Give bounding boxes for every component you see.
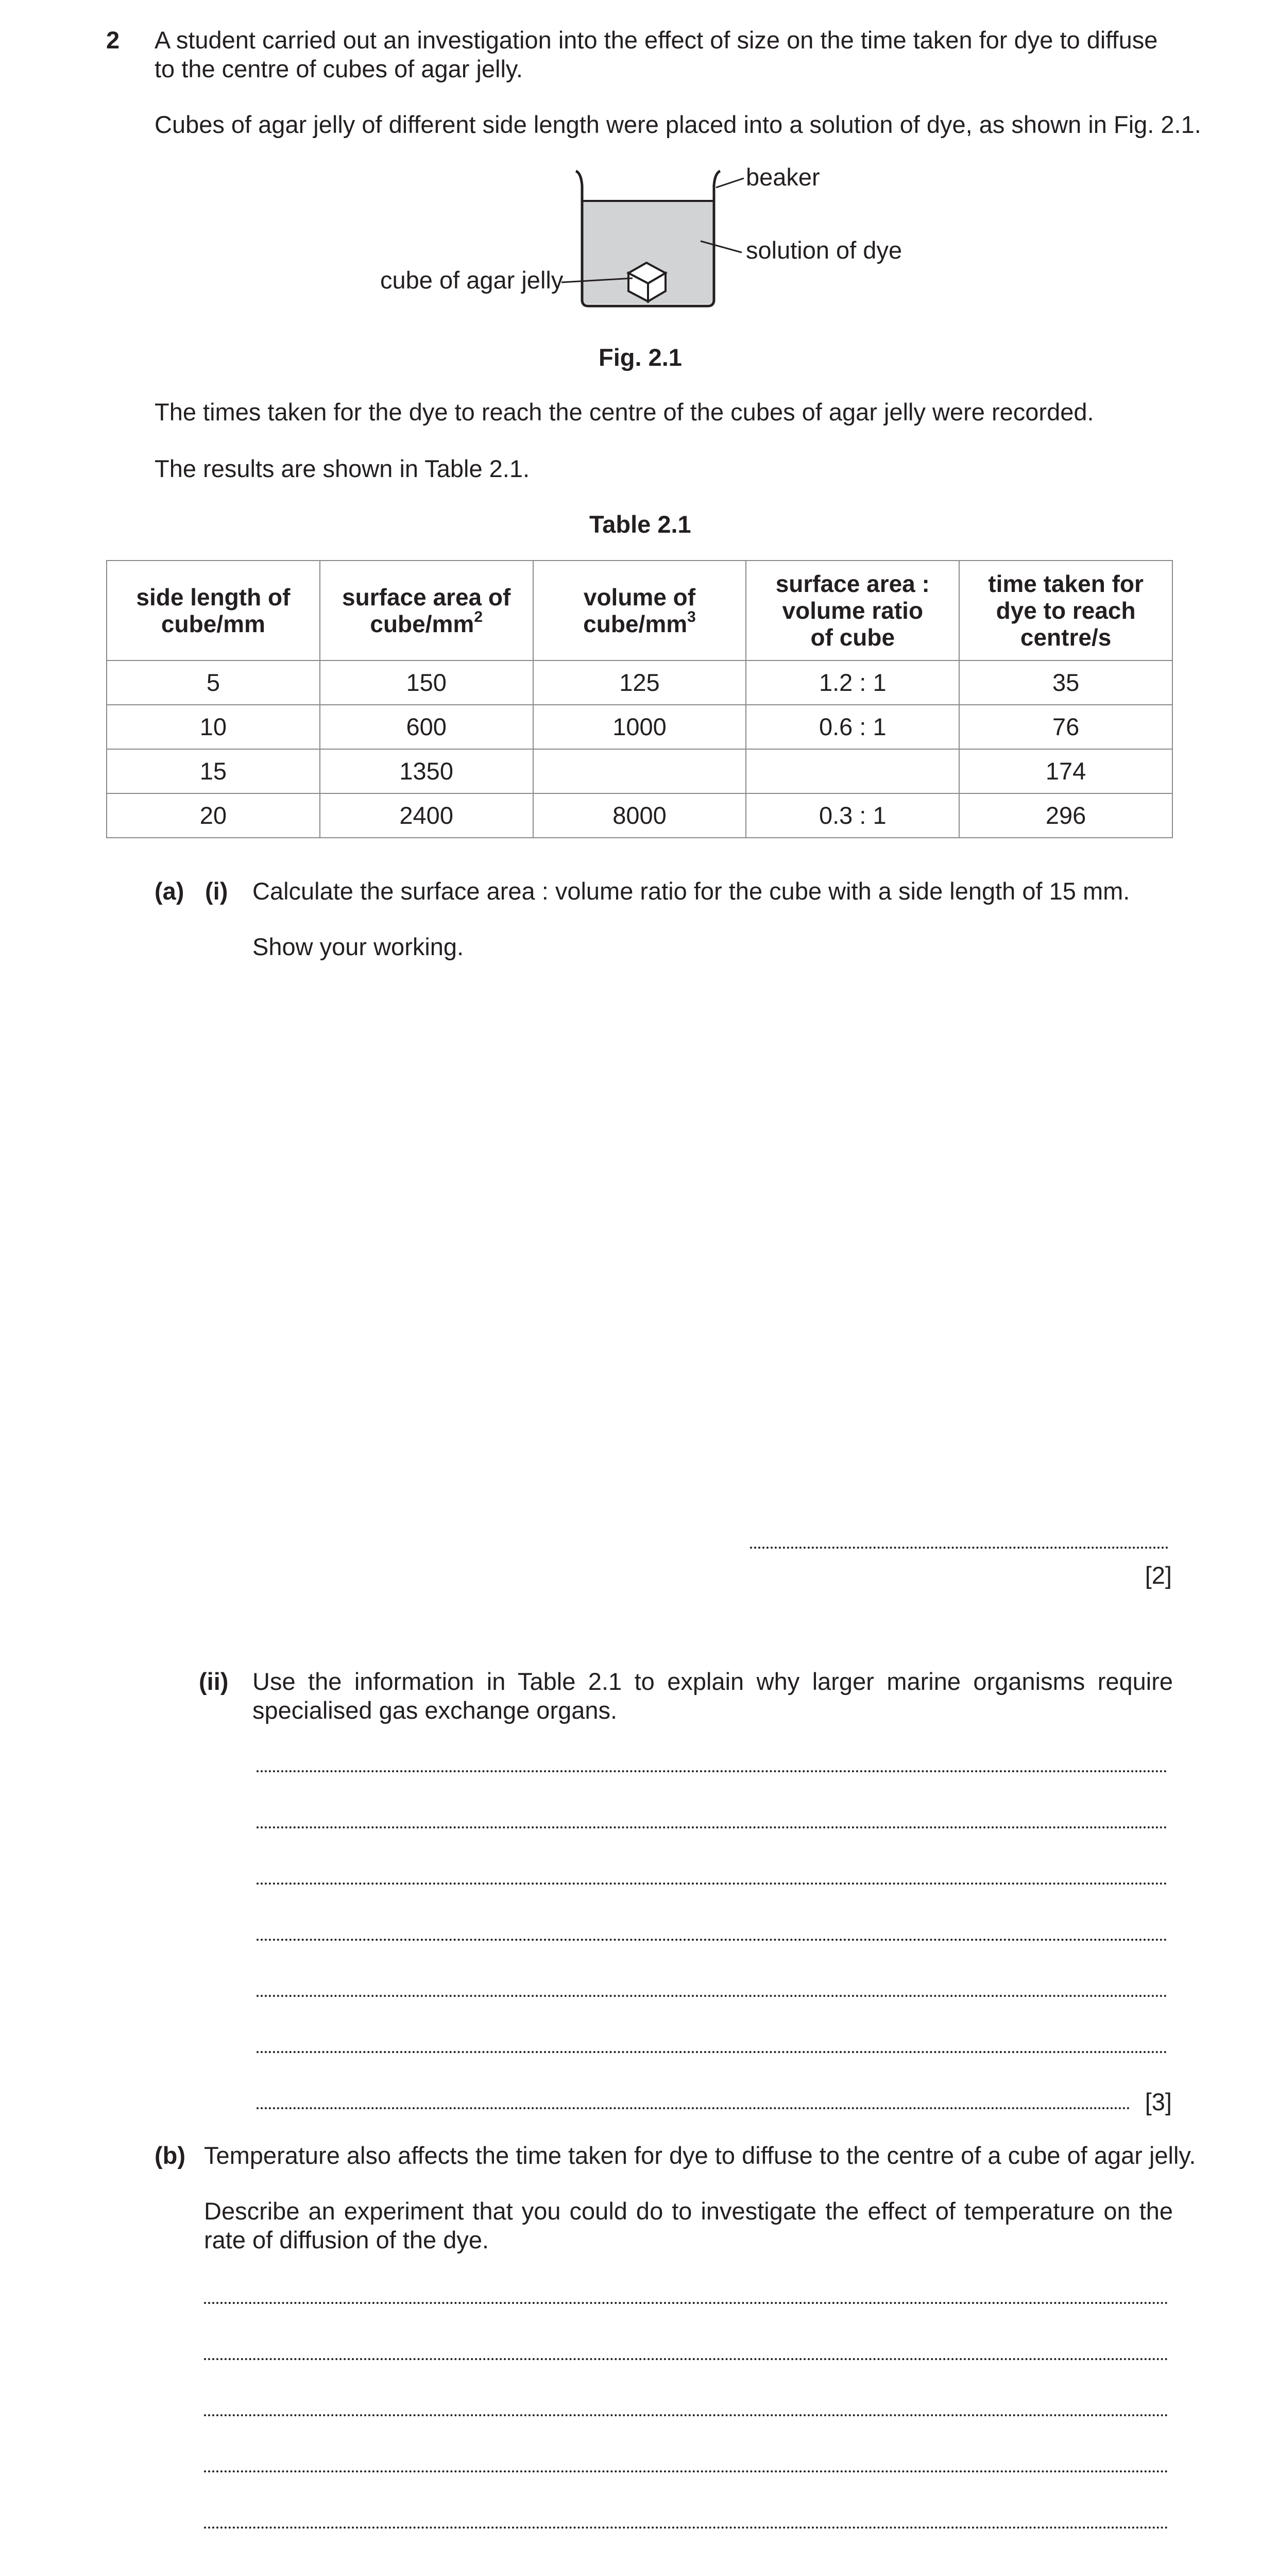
table-cell: 1000 — [533, 705, 746, 749]
table-cell: 125 — [533, 660, 746, 705]
part-a-i-text: Calculate the surface area : volume ratio for the cube with a side length of 15 mm. — [252, 877, 1130, 905]
times-text: The times taken for the dye to reach the centre of the cubes of agar jelly were recorded. — [155, 398, 1094, 426]
question-number: 2 — [106, 26, 120, 54]
table-cell: 174 — [959, 749, 1172, 793]
table-cell: 600 — [320, 705, 533, 749]
table-cell: 76 — [959, 705, 1172, 749]
header-surface-area: surface area of cube/$mm^2$ — [320, 561, 533, 660]
table-cell: 150 — [320, 660, 533, 705]
table-row — [107, 793, 1172, 838]
table-cell: 35 — [959, 660, 1172, 705]
table-cell: 10 — [107, 705, 320, 749]
table-cell: 8000 — [533, 793, 746, 838]
setup-text: Cubes of agar jelly of different side length were placed into a solution of dye, as shown in Fig. 2.1. — [155, 111, 1201, 138]
part-a-label: (a) — [155, 877, 184, 905]
header-ratio: surface area : volume ratio of cube — [746, 561, 959, 660]
answer-line-b[interactable] — [204, 2527, 1168, 2529]
table-cell: 20 — [107, 793, 320, 838]
table-cell-blank[interactable] — [533, 749, 746, 793]
part-b-text2: Describe an experiment that you could do to investigate the effect of temperature on the rate of diffusion of the dye. — [204, 2197, 1173, 2253]
question-intro: A student carried out an investigation into the effect of size on the time taken for dye to diffuse to the centre of cubes of agar jelly. — [155, 26, 1158, 82]
table-row — [107, 749, 1172, 793]
answer-line-a-ii[interactable] — [257, 1939, 1167, 1941]
beaker-leader — [716, 178, 744, 188]
header-volume: volume of cube/$mm^3$ — [533, 561, 746, 660]
beaker-diagram — [0, 0, 1278, 371]
marks-a-i: [2] — [1145, 1562, 1172, 1589]
answer-line-a-ii[interactable] — [257, 1826, 1167, 1828]
answer-line-a-ii[interactable] — [257, 2107, 1130, 2109]
table-caption: Table 2.1 — [589, 511, 691, 538]
table-row — [107, 705, 1172, 749]
marks-a-ii: [3] — [1145, 2088, 1172, 2115]
part-a-i-label: (i) — [205, 877, 228, 905]
part-b-text1: Temperature also affects the time taken for dye to diffuse to the centre of a cube of agar jelly. — [204, 2142, 1196, 2169]
table-cell: 0.6 : 1 — [746, 705, 959, 749]
answer-line-b[interactable] — [204, 2414, 1168, 2416]
table-cell: 15 — [107, 749, 320, 793]
figure-caption: Fig. 2.1 — [599, 344, 682, 371]
table-row — [107, 660, 1172, 705]
results-text: The results are shown in Table 2.1. — [155, 455, 530, 482]
answer-line-a-ii[interactable] — [257, 1770, 1167, 1772]
table-cell-blank[interactable] — [746, 749, 959, 793]
table-cell: 296 — [959, 793, 1172, 838]
solution-label: solution of dye — [746, 236, 902, 264]
answer-line-b[interactable] — [204, 2358, 1168, 2360]
part-b-label: (b) — [155, 2142, 186, 2169]
answer-line-a-i[interactable] — [750, 1547, 1168, 1549]
answer-line-a-ii[interactable] — [257, 2051, 1167, 2053]
part-a-ii-text: Use the information in Table 2.1 to explain why larger marine organisms require specialised gas exchange organs. — [252, 1668, 1173, 1724]
table-cell: 0.3 : 1 — [746, 793, 959, 838]
cube-label: cube of agar jelly — [380, 266, 564, 294]
table-header-row — [107, 561, 1172, 660]
answer-line-a-ii[interactable] — [257, 1995, 1167, 1997]
table-cell: 5 — [107, 660, 320, 705]
table-cell: 1350 — [320, 749, 533, 793]
beaker-label: beaker — [746, 163, 820, 191]
header-time: time taken for dye to reach centre/s — [959, 561, 1172, 660]
show-working-text: Show your working. — [252, 933, 464, 960]
part-a-ii-label: (ii) — [199, 1668, 229, 1695]
table-cell: 1.2 : 1 — [746, 660, 959, 705]
answer-line-b[interactable] — [204, 2302, 1168, 2304]
answer-line-b[interactable] — [204, 2470, 1168, 2472]
results-table — [106, 560, 1173, 838]
answer-line-a-ii[interactable] — [257, 1883, 1167, 1885]
table-cell: 2400 — [320, 793, 533, 838]
header-side-length: side length of cube/mm — [107, 561, 320, 660]
